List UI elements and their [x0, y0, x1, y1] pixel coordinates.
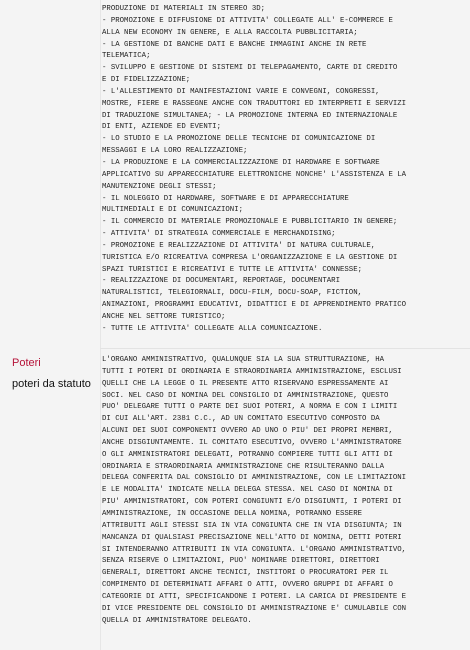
text-line: ALCUNI DEI SUOI COMPONENTI OVVERO AD UNO O PIU' DEI PROPRI MEMBRI,	[102, 427, 393, 436]
text-line: O GLI AMMINISTRATORI DELEGATI, POTRANNO COMPIERE TUTTI GLI ATTI DI	[102, 450, 393, 459]
text-line: ORDINARIA E STRAORDINARIA AMMINISTRAZIONE CHE RISULTERANNO DALLA	[102, 462, 385, 471]
text-line: PRODUZIONE DI MATERIALI IN STEREO 3D;	[102, 5, 266, 13]
text-line: SOCI. NEL CASO DI NOMINA DEL CONSIGLIO DI AMMINISTRAZIONE, QUESTO	[102, 391, 389, 400]
powers-text	[102, 355, 458, 627]
text-line: - SVILUPPO E GESTIONE DI SISTEMI DI TELEPAGAMENTO, CARTE DI CREDITO	[102, 64, 398, 73]
text-line: ANCHE DISGIUNTAMENTE. IL COMITATO ESECUTIVO, OVVERO L'AMMINISTRATORE	[102, 438, 402, 447]
text-line: - LA GESTIONE DI BANCHE DATI E BANCHE IMMAGINI ANCHE IN RETE	[102, 40, 367, 49]
text-line: QUELLI CHE LA LEGGE O IL PRESENTE ATTO RISERVANO ESPRESSAMENTE AI	[102, 379, 389, 388]
text-line: DI VICE PRESIDENTE DEL CONSIGLIO DI AMMINISTRAZIONE E' CUMULABILE CON	[102, 604, 407, 613]
text-line: - ATTIVITA' DI STRATEGIA COMMERCIALE E MERCHANDISING;	[102, 230, 336, 239]
text-line: - TUTTE LE ATTIVITA' COLLEGATE ALLA COMUNICAZIONE.	[102, 324, 323, 333]
text-line: CATEGORIE DI ATTI, SPECIFICANDONE I POTERI. LA CARICA DI PRESIDENTE E	[102, 592, 407, 601]
text-line: ALLA NEW ECONOMY IN GENERE, E ALLA RACCOLTA PUBBLICITARIA;	[102, 28, 358, 37]
section-title-poteri: Poteri	[12, 357, 41, 369]
text-line: SPAZI TURISTICI E RICREATIVI E TUTTE LE ATTIVITA' CONNESSE;	[102, 265, 363, 274]
text-line: DI TRADUZIONE SIMULTANEA; - LA PROMOZIONE INTERNA ED INTERNAZIONALE	[102, 111, 398, 120]
company-objects-text	[102, 4, 458, 336]
text-line: - LO STUDIO E LA PROMOZIONE DELLE TECNICHE DI COMUNICAZIONE DI	[102, 135, 376, 144]
text-line: DI CUI ALL'ART. 2381 C.C., AD UN COMITATO ESECUTIVO COMPOSTO DA	[102, 415, 380, 424]
text-line: L'ORGANO AMMINISTRATIVO, QUALUNQUE SIA LA SUA STRUTTURAZIONE, HA	[102, 356, 385, 364]
text-line: ATTRIBUITI AGLI STESSI SIA IN VIA CONGIUNTA CHE IN VIA DISGIUNTA; IN	[102, 521, 402, 530]
text-line: - IL NOLEGGIO DI HARDWARE, SOFTWARE E DI APPARECCHIATURE	[102, 194, 349, 203]
section-divider	[100, 348, 470, 349]
text-line: MULTIMEDIALI E DI COMUNICAZIONI;	[102, 206, 244, 215]
text-line: TELEMATICA;	[102, 52, 151, 61]
text-line: - REALIZZAZIONE DI DOCUMENTARI, REPORTAGE, DOCUMENTARI	[102, 277, 340, 286]
text-line: - PROMOZIONE E DIFFUSIONE DI ATTIVITA' COLLEGATE ALL' E-COMMERCE E	[102, 16, 393, 25]
text-line: AMMINISTRAZIONE, IN OCCASIONE DELLA NOMINA, POTRANNO ESSERE	[102, 509, 363, 518]
text-line: APPLICATIVO SU APPARECCHIATURE ELETTRONICHE NONCHE' L'ASSISTENZA E LA	[102, 170, 407, 179]
text-line: QUELLA DI AMMINISTRATORE DELEGATO.	[102, 616, 252, 625]
text-line: MOSTRE, FIERE E RASSEGNE ANCHE CON TRADUTTORI ED INTERPRETI E SERVIZI	[102, 99, 407, 108]
text-line: TUTTI I POTERI DI ORDINARIA E STRAORDINARIA AMMINISTRAZIONE, ESCLUSI	[102, 367, 402, 376]
text-line: E LE MODALITA' INDICATE NELLA DELEGA STESSA. NEL CASO DI NOMINA DI	[102, 486, 393, 495]
text-line: ANCHE NEL SETTORE TURISTICO;	[102, 312, 226, 321]
text-line: DI ENTI, AZIENDE ED EVENTI;	[102, 123, 221, 132]
text-line: - IL COMMERCIO DI MATERIALE PROMOZIONALE E PUBBLICITARIO IN GENERE;	[102, 218, 398, 227]
text-line: - PROMOZIONE E REALIZZAZIONE DI ATTIVITA' DI NATURA CULTURALE,	[102, 241, 376, 250]
text-line: E DI FIDELIZZAZIONE;	[102, 76, 191, 85]
text-line: - L'ALLESTIMENTO DI MANIFESTAZIONI VARIE E CONVEGNI, CONGRESSI,	[102, 87, 380, 96]
text-line: COMPIMENTO DI DETERMINATI AFFARI O ATTI, OVVERO GRUPPI DI AFFARI O	[102, 581, 393, 590]
text-line: DELEGA CONFERITA DAL CONSIGLIO DI AMMINISTRAZIONE, CON LE LIMITAZIONI	[102, 474, 407, 483]
text-line: MESSAGGI E LA LORO REALIZZAZIONE;	[102, 147, 248, 156]
text-line: PIU' AMMINISTRATORI, CON POTERI CONGIUNTI E/O DISGIUNTI, I POTERI DI	[102, 498, 402, 507]
text-line: MANUTENZIONE DEGLI STESSI;	[102, 182, 217, 191]
section-subtitle: poteri da statuto	[12, 378, 91, 390]
label-column	[0, 0, 100, 650]
text-line: ANIMAZIONI, PROGRAMMI EDUCATIVI, DIDATTICI E DI APPRENDIMENTO PRATICO	[102, 301, 407, 310]
text-line: SENZA RISERVE O LIMITAZIONI, PUO' NOMINARE DIRETTORI, DIRETTORI	[102, 557, 380, 566]
text-line: MANCANZA DI QUALSIASI PRECISAZIONE NELL'ATTO DI NOMINA, DETTI POTERI	[102, 533, 402, 542]
text-line: PUO' DELEGARE TUTTI O PARTE DEI SUOI POTERI, A NORMA E CON I LIMITI	[102, 403, 398, 412]
text-line: TURISTICA E/O RICREATIVA COMPRESA L'ORGANIZZAZIONE E LA GESTIONE DI	[102, 253, 398, 262]
text-line: - LA PRODUZIONE E LA COMMERCIALIZZAZIONE DI HARDWARE E SOFTWARE	[102, 158, 380, 167]
text-line: GENERALI, DIRETTORI ANCHE TECNICI, INSTITORI O PROCURATORI PER IL	[102, 569, 389, 578]
text-line: NATURALISTICI, TELEGIORNALI, DOCU-FILM, DOCU-SOAP, FICTION,	[102, 289, 363, 298]
text-line: SI INTENDERANNO ATTRIBUITI IN VIA CONGIUNTA. L'ORGANO AMMINISTRATIVO,	[102, 545, 407, 554]
